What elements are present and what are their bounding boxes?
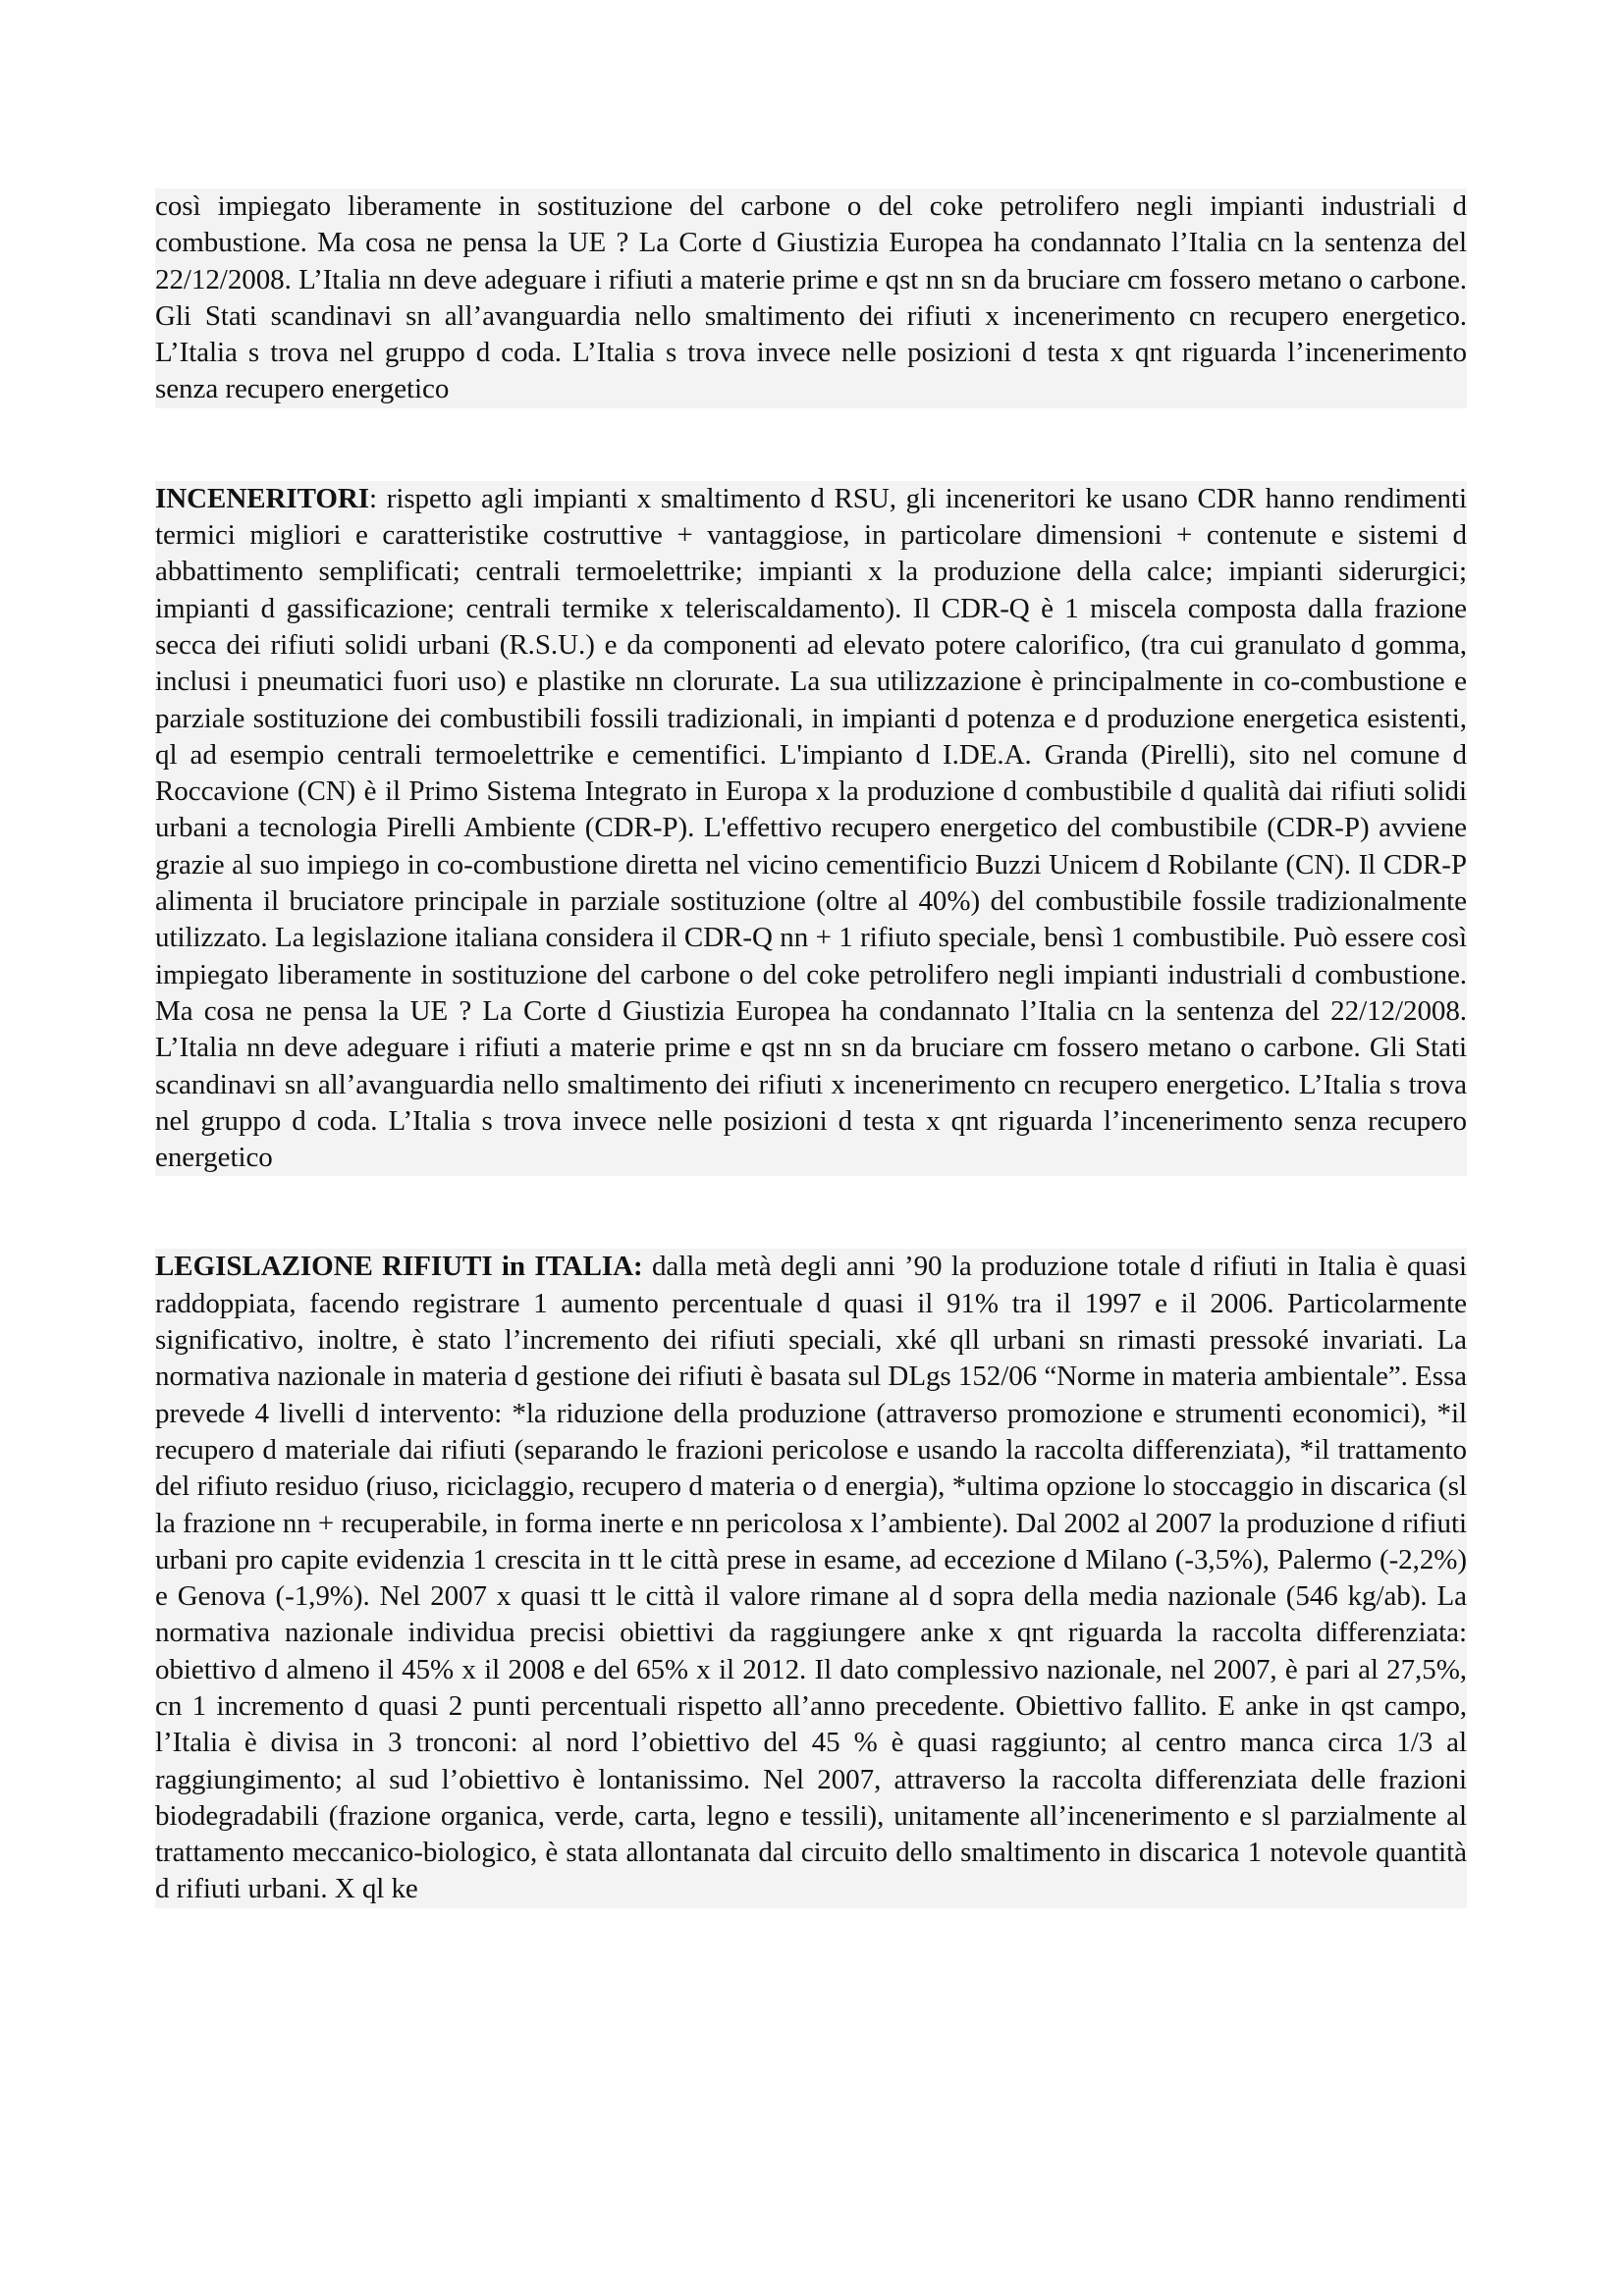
paragraph-text: così impiegato liberamente in sostituzione del carbone o del coke petrolifero negli impianti industriali d combustione. Ma cosa ne pensa la UE ? La Corte d Giustizia Europea ha condannato l’Italia cn la sentenza del 22/12/2008. L’Italia nn deve adeguare i rifiuti a materie prime e qst nn sn da bruciare cm fossero metano o carbone. Gli Stati scandinavi sn all’avanguardia nello smaltimento dei rifiuti x incenerimento cn recupero energetico. L’Italia s trova nel gruppo d coda. L’Italia s trova invece nelle posizioni d testa x qnt riguarda l’incenerimento senza recupero energetico (155, 190, 1467, 405)
paragraph-legislazione (155, 1249, 1467, 1907)
document-page (155, 188, 1467, 1908)
paragraph-text: : rispetto agli impianti x smaltimento d RSU, gli inceneritori ke usano CDR hanno rendimenti termici migliori e caratteristike costruttive + vantaggiose, in particolare dimensioni + contenute e sistemi d abbattimento semplificati; centrali termoelettrike; impianti x la produzione della calce; impianti siderurgici; impianti d gassificazione; centrali termike x teleriscaldamento). Il CDR-Q è 1 miscela composta dalla frazione secca dei rifiuti solidi urbani (R.S.U.) e da componenti ad elevato potere calorifico, (tra cui granulato d gomma, inclusi i pneumatici fuori uso) e plastike nn clorurate. La sua utilizzazione è principalmente in co-combustione e parziale sostituzione dei combustibili fossili tradizionali, in impianti d potenza e d produzione energetica esistenti, ql ad esempio centrali termoelettrike e cementifici. L'impianto d I.DE.A. Granda (Pirelli), sito nel comune d Roccavione (CN) è il Primo Sistema Integrato in Europa x la produzione d combustibile d qualità dai rifiuti solidi urbani a tecnologia Pirelli Ambiente (CDR-P). L'effettivo recupero energetico del combustibile (CDR-P) avviene grazie al suo impiego in co-combustione diretta nel vicino cementificio Buzzi Unicem d Robilante (CN). Il CDR-P alimenta il bruciatore principale in parziale sostituzione (oltre al 40%) del combustibile fossile tradizionalmente utilizzato. La legislazione italiana considera il CDR-Q nn + 1 rifiuto speciale, bensì 1 combustibile. Può essere così impiegato liberamente in sostituzione del carbone o del coke petrolifero negli impianti industriali d combustione. Ma cosa ne pensa la UE ? La Corte d Giustizia Europea ha condannato l’Italia cn la sentenza del 22/12/2008. L’Italia nn deve adeguare i rifiuti a materie prime e qst nn sn da bruciare cm fossero metano o carbone. Gli Stati scandinavi sn all’avanguardia nello smaltimento dei rifiuti x incenerimento cn recupero energetico. L’Italia s trova nel gruppo d coda. L’Italia s trova invece nelle posizioni d testa x qnt riguarda l’incenerimento senza recupero energetico (155, 482, 1467, 1174)
paragraph-inceneritori (155, 481, 1467, 1177)
section-heading-legislazione: LEGISLAZIONE RIFIUTI in ITALIA: (155, 1251, 643, 1283)
paragraph-cdr-continuation (155, 188, 1467, 408)
paragraph-text: dalla metà degli anni ’90 la produzione totale d rifiuti in Italia è quasi raddoppiata, facendo registrare 1 aumento percentuale d quasi il 91% tra il 1997 e il 2006. Particolarmente significativo, inoltre, è stato l’incremento dei rifiuti speciali, xké qll urbani sn rimasti pressoké invariati. La normativa nazionale in materia d gestione dei rifiuti è basata sul DLgs 152/06 “Norme in materia ambientale”. Essa prevede 4 livelli d intervento: *la riduzione della produzione (attraverso promozione e strumenti economici), *il recupero d materiale dai rifiuti (separando le frazioni pericolose e usando la raccolta differenziata), *il trattamento del rifiuto residuo (riuso, riciclaggio, recupero d materia o d energia), *ultima opzione lo stoccaggio in discarica (sl la frazione nn + recuperabile, in forma inerte e nn pericolosa x l’ambiente). Dal 2002 al 2007 la produzione d rifiuti urbani pro capite evidenzia 1 crescita in tt le città prese in esame, ad eccezione d Milano (-3,5%), Palermo (-2,2%) e Genova (-1,9%). Nel 2007 x quasi tt le città il valore rimane al d sopra della media nazionale (546 kg/ab). La normativa nazionale individua precisi obiettivi da raggiungere anke x qnt riguarda la raccolta differenziata: obiettivo d almeno il 45% x il 2008 e del 65% x il 2012. Il dato complessivo nazionale, nel 2007, è pari al 27,5%, cn 1 incremento d quasi 2 punti percentuali rispetto all’anno precedente. Obiettivo fallito. E anke in qst campo, l’Italia è divisa in 3 tronconi: al nord l’obiettivo del 45 % è quasi raggiunto; al centro manca circa 1/3 al raggiungimento; al sud l’obiettivo è lontanissimo. Nel 2007, attraverso la raccolta differenziata delle frazioni biodegradabili (frazione organica, verde, carta, legno e tessili), unitamente all’incenerimento e sl parzialmente al trattamento meccanico-biologico, è stata allontanata dal circuito dello smaltimento in discarica 1 notevole quantità d rifiuti urbani. X ql ke (155, 1251, 1467, 1905)
section-heading-inceneritori: INCENERITORI (155, 482, 370, 514)
